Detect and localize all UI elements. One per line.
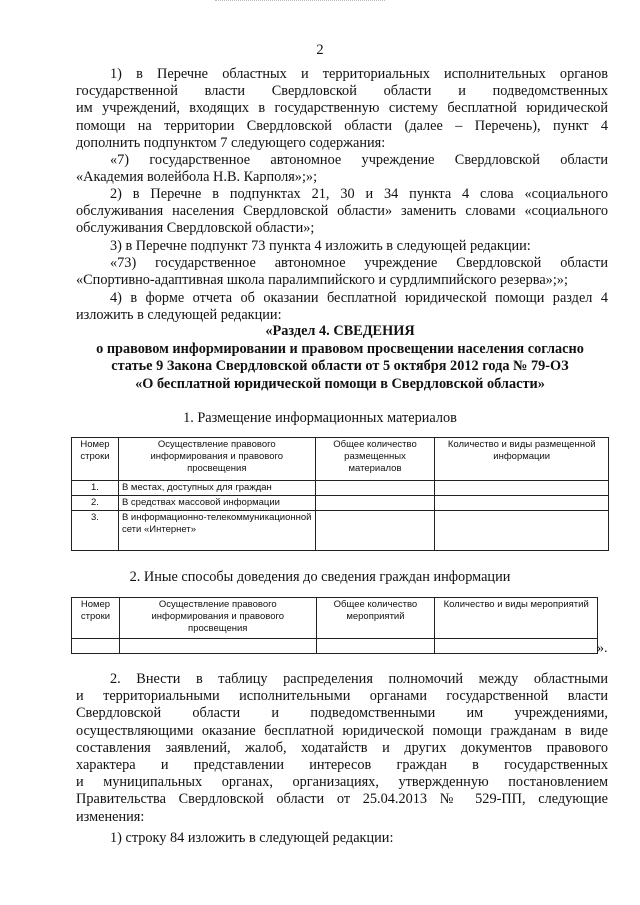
text-line: осуществляющими оказание бесплатной юридической помощи гражданам в виде xyxy=(76,722,608,739)
header-cell: Количество и виды мероприятий xyxy=(435,598,598,639)
table-cell xyxy=(119,639,316,654)
text-line: «73) государственное автономное учреждение Свердловской области xyxy=(110,255,608,271)
closing-quote: ». xyxy=(597,641,608,656)
table-cell xyxy=(315,511,435,551)
text-line: характера и представлении интересов граждан в государственных xyxy=(76,757,608,774)
header-cell: Номер строки xyxy=(72,438,119,481)
text-line: Свердловской области и подведомственными им учреждениями, xyxy=(76,705,608,722)
table-cell xyxy=(315,481,435,496)
text-line: и муниципальных органах, организациях, утвержденную постановлением xyxy=(76,774,608,791)
table2-title: 2. Иные способы доведения до сведения граждан информации xyxy=(129,569,511,585)
header-cell: Общее количество мероприятий xyxy=(316,598,435,639)
heading-line: «О бесплатной юридической помощи в Свердловской области» xyxy=(135,375,545,392)
row-number: 2. xyxy=(72,496,119,511)
paragraph-5 xyxy=(76,255,608,289)
text-line: 1) строку 84 изложить в следующей редакции: xyxy=(110,830,394,846)
heading-line: «Раздел 4. СВЕДЕНИЯ xyxy=(265,323,415,339)
header-cell: Осуществление правового информирования и правового просвещения xyxy=(119,598,316,639)
table1-title: 1. Размещение информационных материалов xyxy=(183,410,457,426)
text-line: Правительства Свердловской области от 25.04.2013 № 529-ПП, следующие xyxy=(76,791,608,808)
section-heading xyxy=(40,323,640,393)
header-cell: Общее количество размещенных материалов xyxy=(315,438,435,481)
heading-line: статье 9 Закона Свердловской области от 5 октября 2012 года № 79-ОЗ xyxy=(111,358,569,374)
text-line: и территориальными исполнительными органами государственной власти xyxy=(76,688,608,705)
table-header-row xyxy=(72,598,598,639)
text-line: 2) в Перечне в подпунктах 21, 30 и 34 пункта 4 слова «социального xyxy=(110,186,608,202)
paragraph-4 xyxy=(76,238,608,255)
text-line: изменения: xyxy=(76,808,145,825)
table-row xyxy=(72,481,609,496)
text-line: «Академия волейбола Н.В. Карполя»;»; xyxy=(76,169,318,186)
text-line: государственной власти Свердловской области и подведомственных xyxy=(76,83,608,100)
scan-artifact xyxy=(215,0,385,5)
table-cell xyxy=(435,639,598,654)
text-line: обслуживания населения Свердловской области» заменить словами «социального xyxy=(76,203,608,220)
table-row xyxy=(72,511,609,551)
paragraph-6 xyxy=(76,290,608,324)
header-cell: Количество и виды размещенной информации xyxy=(435,438,609,481)
table-row xyxy=(72,496,609,511)
paragraph-2 xyxy=(76,152,608,186)
paragraph-3 xyxy=(76,186,608,238)
table-other-methods xyxy=(71,597,598,654)
table-row xyxy=(72,639,598,654)
table-header-row xyxy=(72,438,609,481)
table-cell xyxy=(72,639,120,654)
paragraph-1 xyxy=(76,66,608,152)
header-cell: Номер строки xyxy=(72,598,120,639)
table-cell xyxy=(435,496,609,511)
paragraph-8 xyxy=(76,830,608,847)
text-line: 3) в Перечне подпункт 73 пункта 4 изложить в следующей редакции: xyxy=(110,238,531,254)
row-number: 1. xyxy=(72,481,119,496)
text-line: изложить в следующей редакции: xyxy=(76,307,282,324)
table-cell xyxy=(435,511,609,551)
paragraph-7 xyxy=(76,671,608,826)
row-label: В средствах массовой информации xyxy=(118,496,315,511)
text-line: помощи на территории Свердловской области (далее – Перечень), пункт 4 xyxy=(76,117,608,134)
heading-line: о правовом информировании и правовом просвещении населения согласно xyxy=(96,340,584,357)
header-cell: Осуществление правового информирования и правового просвещения xyxy=(118,438,315,481)
page-number: 2 xyxy=(316,42,324,58)
row-number: 3. xyxy=(72,511,119,551)
row-label: В информационно-телекоммуникационной сети «Интернет» xyxy=(118,511,315,551)
text-line: «Спортивно-адаптивная школа паралимпийского и сурдлимпийского резерва»;»; xyxy=(76,272,568,289)
text-line: 4) в форме отчета об оказании бесплатной юридической помощи раздел 4 xyxy=(110,290,608,306)
text-line: обслуживания Свердловской области»; xyxy=(76,220,315,237)
row-label: В местах, доступных для граждан xyxy=(118,481,315,496)
text-line: 2. Внести в таблицу распределения полномочий между областными xyxy=(110,671,608,687)
table-cell xyxy=(316,639,435,654)
text-line: им учреждений, входящих в государственную систему бесплатной юридической xyxy=(76,100,608,117)
text-line: «7) государственное автономное учреждение Свердловской области xyxy=(110,152,608,168)
text-line: составления заявлений, жалоб, ходатайств и других документов правового xyxy=(76,739,608,756)
text-line: дополнить подпунктом 7 следующего содержания: xyxy=(76,134,386,151)
table-cell xyxy=(315,496,435,511)
table-cell xyxy=(435,481,609,496)
text-line: 1) в Перечне областных и территориальных исполнительных органов xyxy=(110,66,608,82)
table-info-materials xyxy=(71,437,609,551)
